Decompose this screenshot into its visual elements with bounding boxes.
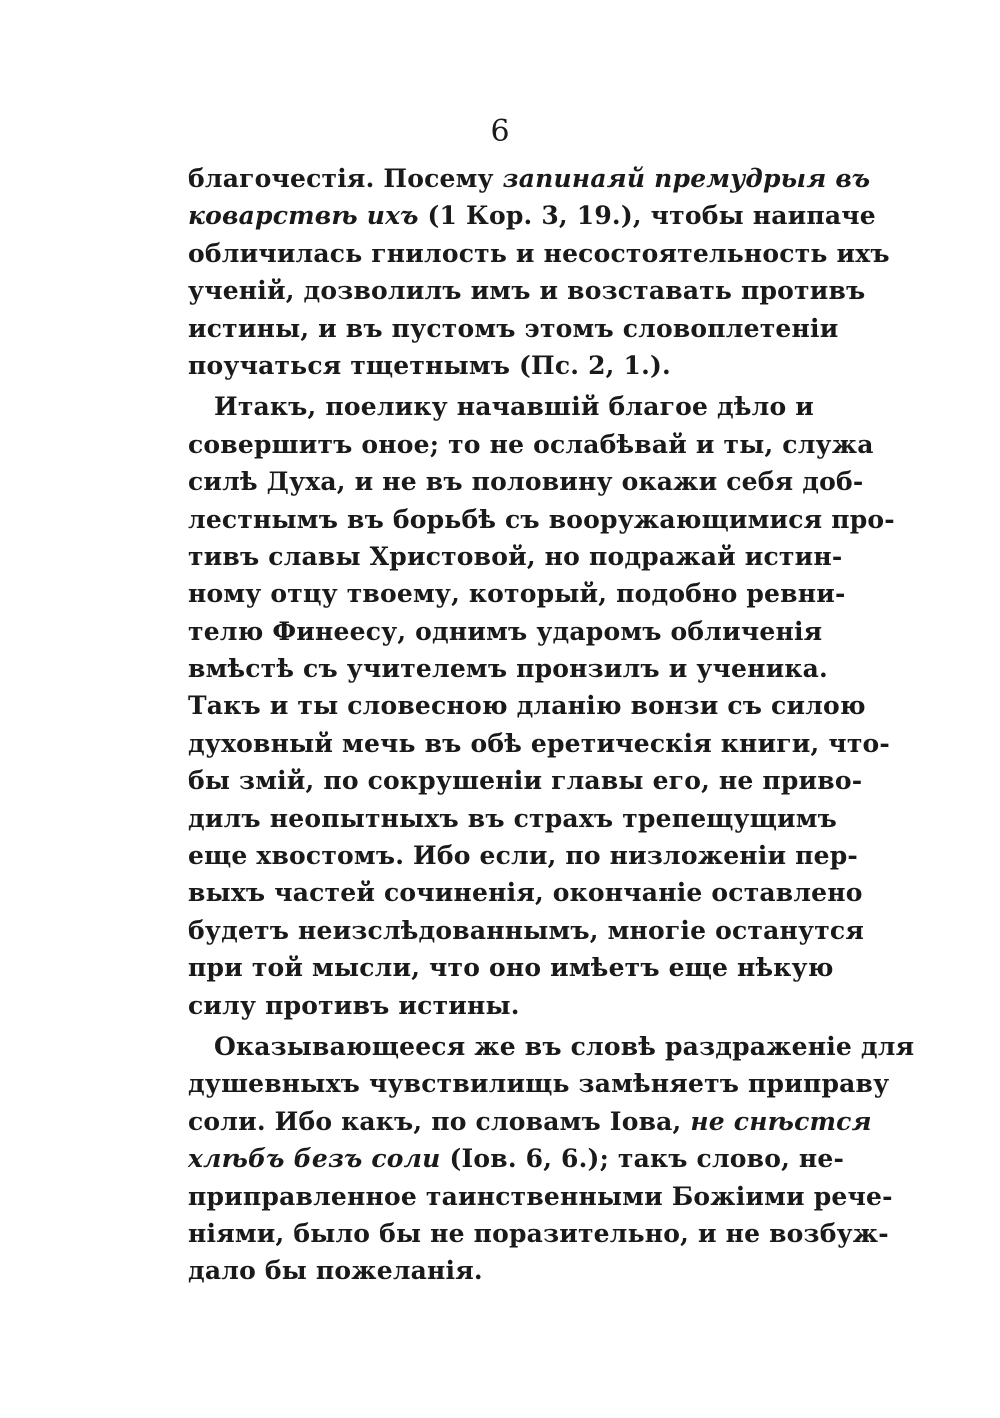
text-span: Оказывающееся же въ словѣ раздраженіе для: [214, 1031, 915, 1061]
text-line: [188, 538, 843, 575]
text-line: [188, 501, 895, 538]
paragraph: [188, 388, 895, 1024]
text-line: [188, 650, 828, 687]
text-span: дало бы пожеланія.: [188, 1256, 483, 1286]
text-line: [188, 1215, 889, 1252]
text-line: [188, 388, 815, 425]
text-span: лестнымъ въ борьбѣ съ вооружающимися про-: [188, 504, 895, 534]
text-span: силу противъ истины.: [188, 990, 520, 1020]
page-number: 6: [490, 114, 510, 149]
text-span: (1 Кор. 3, 19.), чтобы наипаче: [418, 201, 876, 231]
paragraph: [188, 1028, 915, 1290]
italic-quote: запинаяй премудрыя въ: [502, 164, 871, 193]
italic-quote: не снѣстся: [690, 1106, 872, 1136]
text-line: [188, 1028, 915, 1065]
text-line: [188, 272, 866, 309]
text-line: [188, 197, 876, 234]
text-span: телю Финеесу, однимъ ударомъ обличенія: [188, 616, 823, 646]
text-span: вмѣстѣ съ учителемъ пронзилъ и ученика.: [188, 654, 828, 684]
text-span: обличилась гнилость и несостоятельность ихъ: [188, 238, 890, 268]
text-span: при той мысли, что оно имѣетъ еще нѣкую: [188, 953, 834, 983]
body-text: [188, 160, 915, 1290]
text-line: [188, 347, 782, 384]
text-line: [188, 160, 871, 197]
text-line: [188, 762, 863, 799]
text-span: ученій, дозволилъ имъ и возставать противъ: [188, 276, 866, 306]
text-line: [188, 987, 782, 1024]
text-span: благочестія. Посему: [188, 164, 503, 193]
text-line: [188, 1178, 893, 1215]
text-span: поучаться тщетнымъ (Пс. 2, 1.).: [188, 350, 671, 380]
text-span: ному отцу твоему, который, подобно ревни-: [188, 579, 846, 609]
italic-quote: хлѣбъ безъ соли: [188, 1144, 441, 1174]
text-span: душевныхъ чувствилищь замѣняетъ приправу: [188, 1069, 890, 1099]
text-line: [188, 949, 834, 986]
italic-quote: коварствѣ ихъ: [188, 201, 419, 231]
text-line: [188, 1103, 872, 1140]
text-span: соли. Ибо какъ, по словамъ Іова,: [188, 1106, 691, 1136]
text-span: истины, и въ пустомъ этомъ словоплетеніи: [188, 313, 839, 343]
text-line: [188, 800, 838, 837]
text-line: [188, 310, 839, 347]
text-line: [188, 1140, 845, 1177]
text-span: ніями, было бы не поразительно, и не возбуж-: [188, 1218, 889, 1248]
text-line: [188, 463, 864, 500]
text-line: [188, 687, 866, 724]
text-span: приправленное таинственными Божіими рече-: [188, 1181, 893, 1211]
text-span: Такъ и ты словесною дланію вонзи съ силою: [188, 691, 866, 721]
text-span: еще хвостомъ. Ибо если, по низложеніи пер-: [188, 841, 859, 871]
text-span: совершитъ оное; то не ослабѣвай и ты, служа: [188, 429, 874, 459]
text-span: дилъ неопытныхъ въ страхъ трепещущимъ: [188, 803, 838, 833]
text-span: тивъ славы Христовой, но подражай истин-: [188, 541, 843, 571]
text-line: [188, 725, 890, 762]
text-span: Итакъ, поелику начавшій благое дѣло и: [214, 392, 815, 422]
text-span: (Іов. 6, 6.); такъ слово, не-: [440, 1144, 845, 1174]
text-line: [188, 235, 890, 272]
text-span: духовный мечь въ обѣ еретическія книги, что-: [188, 728, 890, 758]
text-line: [188, 613, 823, 650]
text-line: [188, 426, 874, 463]
text-line: [188, 1252, 782, 1289]
paragraph: [188, 160, 890, 384]
text-span: бы змій, по сокрушеніи главы его, не приво-: [188, 766, 863, 796]
text-line: [188, 912, 864, 949]
text-line: [188, 874, 863, 911]
text-span: выхъ частей сочиненія, окончаніе оставлено: [188, 878, 863, 908]
text-line: [188, 575, 846, 612]
text-line: [188, 1065, 890, 1102]
text-span: будетъ неизслѣдованнымъ, многіе останутся: [188, 915, 864, 945]
text-span: силѣ Духа, и не въ половину окажи себя доб-: [188, 467, 864, 497]
text-line: [188, 837, 859, 874]
